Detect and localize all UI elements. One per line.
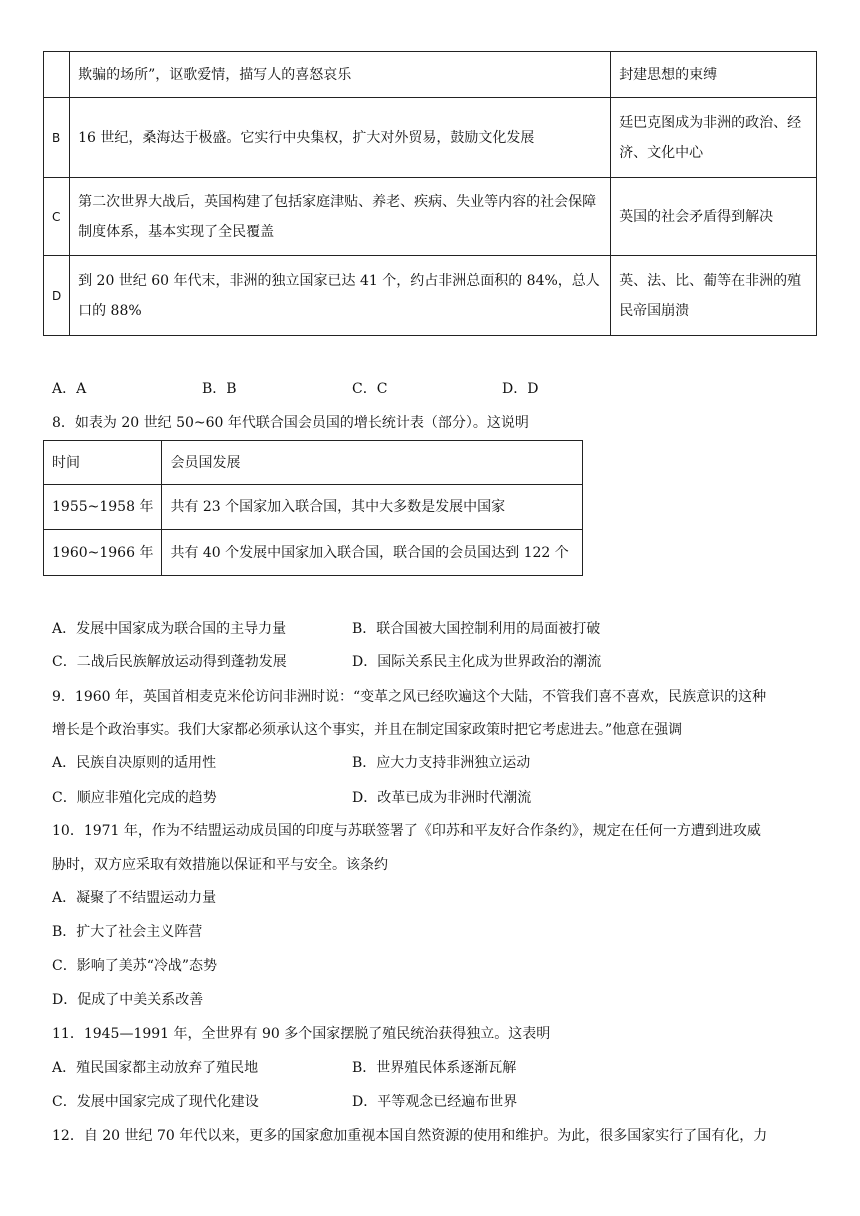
- cell-period: 1960~1966 年: [44, 530, 162, 576]
- table-row: [44, 52, 817, 98]
- q12-stem-line-1: 12．自 20 世纪 70 年代以来，更多的国家愈加重视本国自然资源的使用和维护。为此，很多国家实行了国有化，力: [52, 1128, 768, 1144]
- table-row: [44, 485, 583, 530]
- q8-option-a[interactable]: A．发展中国家成为联合国的主导力量: [52, 621, 287, 637]
- q7-option-b[interactable]: B．B: [202, 381, 237, 397]
- question-7-table: [43, 51, 817, 336]
- q7-option-d[interactable]: D．D: [502, 381, 539, 397]
- column-header-time: 时间: [44, 441, 162, 485]
- q7-option-a[interactable]: A．A: [52, 381, 87, 397]
- q10-option-b[interactable]: B．扩大了社会主义阵营: [52, 924, 203, 940]
- q8-stem: 8．如表为 20 世纪 50~60 年代联合国会员国的增长统计表（部分）。这说明: [52, 415, 529, 431]
- q10-option-c[interactable]: C．影响了美苏“冷战”态势: [52, 958, 218, 974]
- table-row: [44, 178, 817, 256]
- row-result: 廷巴克图成为非洲的政治、经济、文化中心: [611, 98, 817, 178]
- table-row: [44, 256, 817, 336]
- q9-stem-line-1: 9．1960 年，英国首相麦克米伦访问非洲时说：“变革之风已经吹遍这个大陆，不管我们喜不喜欢，民族意识的这种: [52, 689, 767, 705]
- row-label: C: [44, 178, 70, 256]
- row-event: 第二次世界大战后，英国构建了包括家庭津贴、养老、疾病、失业等内容的社会保障制度体系，基本实现了全民覆盖: [70, 178, 611, 256]
- table-header-row: [44, 441, 583, 485]
- column-header-development: 会员国发展: [162, 441, 583, 485]
- q8-option-d[interactable]: D．国际关系民主化成为世界政治的潮流: [352, 654, 602, 670]
- cell-development: 共有 23 个国家加入联合国，其中大多数是发展中国家: [162, 485, 583, 530]
- q10-option-a[interactable]: A．凝聚了不结盟运动力量: [52, 890, 217, 906]
- q9-option-a[interactable]: A．民族自决原则的适用性: [52, 755, 217, 771]
- q10-stem-line-1: 10．1971 年，作为不结盟运动成员国的印度与苏联签署了《印苏和平友好合作条约》，规定在任何一方遭到进攻威: [52, 823, 761, 839]
- q11-stem: 11．1945—1991 年，全世界有 90 多个国家摆脱了殖民统治获得独立。这表明: [52, 1026, 551, 1042]
- q11-option-b[interactable]: B．世界殖民体系逐渐瓦解: [352, 1060, 517, 1076]
- row-result: 英国的社会矛盾得到解决: [611, 178, 817, 256]
- q9-option-d[interactable]: D．改革已成为非洲时代潮流: [352, 790, 532, 806]
- q8-option-b[interactable]: B．联合国被大国控制利用的局面被打破: [352, 621, 601, 637]
- q11-option-d[interactable]: D．平等观念已经遍布世界: [352, 1094, 518, 1110]
- q10-option-d[interactable]: D．促成了中美关系改善: [52, 992, 204, 1008]
- row-event: 到 20 世纪 60 年代末，非洲的独立国家已达 41 个，约占非洲总面积的 84%，总人口的 88%: [70, 256, 611, 336]
- row-result: 封建思想的束缚: [611, 52, 817, 98]
- cell-period: 1955~1958 年: [44, 485, 162, 530]
- q11-option-c[interactable]: C．发展中国家完成了现代化建设: [52, 1094, 259, 1110]
- q9-option-b[interactable]: B．应大力支持非洲独立运动: [352, 755, 531, 771]
- row-label: [44, 52, 70, 98]
- row-event: 欺骗的场所”，讴歌爱情，描写人的喜怒哀乐: [70, 52, 611, 98]
- q8-option-c[interactable]: C．二战后民族解放运动得到蓬勃发展: [52, 654, 287, 670]
- cell-development: 共有 40 个发展中国家加入联合国，联合国的会员国达到 122 个: [162, 530, 583, 576]
- q9-option-c[interactable]: C．顺应非殖化完成的趋势: [52, 790, 217, 806]
- q7-option-c[interactable]: C．C: [352, 381, 388, 397]
- row-label: D: [44, 256, 70, 336]
- row-result: 英、法、比、葡等在非洲的殖民帝国崩溃: [611, 256, 817, 336]
- q11-option-a[interactable]: A．殖民国家都主动放弃了殖民地: [52, 1060, 259, 1076]
- row-event: 16 世纪，桑海达于极盛。它实行中央集权，扩大对外贸易，鼓励文化发展: [70, 98, 611, 178]
- row-label: B: [44, 98, 70, 178]
- question-8-table: [43, 440, 583, 576]
- q10-stem-line-2: 胁时，双方应采取有效措施以保证和平与安全。该条约: [52, 857, 388, 873]
- table-row: [44, 530, 583, 576]
- table-row: [44, 98, 817, 178]
- q9-stem-line-2: 增长是个政治事实。我们大家都必须承认这个事实，并且在制定国家政策时把它考虑进去。”他意在强调: [52, 722, 683, 738]
